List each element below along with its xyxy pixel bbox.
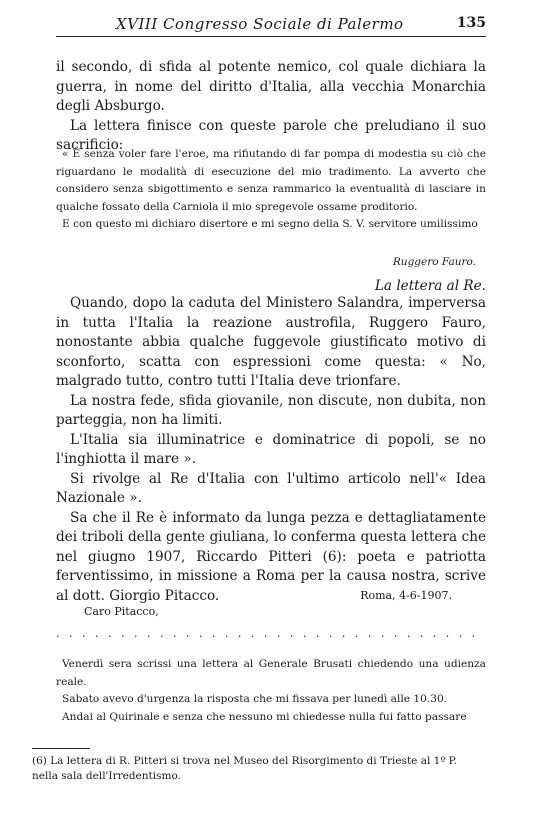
body-paragraph-3: L'Italia sia illuminatrice e dominatrice di popoli, se no l'inghiotta il mare ». (56, 431, 486, 467)
quote-block (56, 146, 486, 234)
signature: Ruggero Fauro. (392, 256, 476, 268)
intro-text: il secondo, di sfida al potente nemico, col quale dichiara la guerra, in nome del diritto d'Italia, alla vecchia Monarchia degli Absburgo. (56, 59, 486, 114)
signature-line (56, 250, 486, 269)
ellipsis-dots: . . . . . . . . . . . . . . . . . . . . . . . . . . . . . . . . . (56, 627, 479, 640)
intro-paragraph (56, 58, 486, 156)
intro-text-2: La lettera finisce con queste parole che preludiano il suo sacrificio: (56, 117, 486, 153)
letter-paragraph-1: Venerdì sera scrissi una lettera al Generale Brusati chiedendo una udienza reale. (56, 658, 486, 688)
letter-paragraph-2: Sabato avevo d'urgenza la risposta che mi fissava per lunedì alle 10.30. (62, 693, 448, 705)
letter-paragraph-3: Andai al Quirinale e senza che nessuno mi chiedesse nulla fui fatto passare (62, 710, 467, 723)
body-paragraph-2: La nostra fede, sfida giovanile, non discute, non dubita, non parteggia, non ha limiti. (56, 392, 486, 428)
salutation-line (56, 600, 486, 619)
body-paragraphs (56, 294, 486, 606)
footnote-text: (6) La lettera di R. Pitteri si trova nel Museo del Risorgimento di Trieste al 1º P. nella sala dell'Irredentismo. (32, 755, 457, 782)
footnote (32, 754, 486, 784)
salutation: Caro Pitacco, (84, 605, 159, 618)
ellipsis-line (56, 622, 486, 641)
body-paragraph-1: Quando, dopo la caduta del Ministero Salandra, imperversa in tutta l'Italia la reazione austrofila, Ruggero Fauro, nonostante abbia qualche fuggevole giustificato motivo di sconforto, scatta con espressioni come questa: « No, malgrado tutto, contro tutti l'Italia deve trionfare. (56, 295, 486, 389)
letter-body (56, 656, 486, 726)
footnote-divider (32, 748, 90, 749)
quote-paragraph-1: « È senza voler fare l'eroe, ma rifiutando di far pompa di modestia su ciò che riguardano le modalità di esecuzione del mio tradimento. La avverto che considero senza sbigottimento e senza rammarico la eventualità di lasciare in qualche fossato della Carniola il mio spregevole ossame proditorio. (56, 148, 486, 213)
section-title: La lettera al Re. (374, 278, 486, 294)
page-number: 135 (456, 15, 486, 31)
body-paragraph-5: Sa che il Re è informato da lunga pezza e dettagliatamente dei triboli della gente giuliana, lo conferma questa lettera che nel giugno 1907, Riccardo Pitteri (6): poeta e patriotta ferventissimo, in missione a Roma per la causa nostra, scrive al dott. Giorgio Pitacco. (56, 509, 486, 604)
quote-paragraph-2: E con questo mi dichiaro disertore e mi segno della S. V. servitore umilissimo (62, 218, 478, 230)
body-paragraph-4: Si rivolge al Re d'Italia con l'ultimo articolo nell'« Idea Nazionale ». (56, 470, 486, 506)
letter-date: Roma, 4-6-1907. (360, 589, 452, 602)
header-title: XVIII Congresso Sociale di Palermo (116, 15, 404, 33)
running-header (56, 14, 486, 37)
